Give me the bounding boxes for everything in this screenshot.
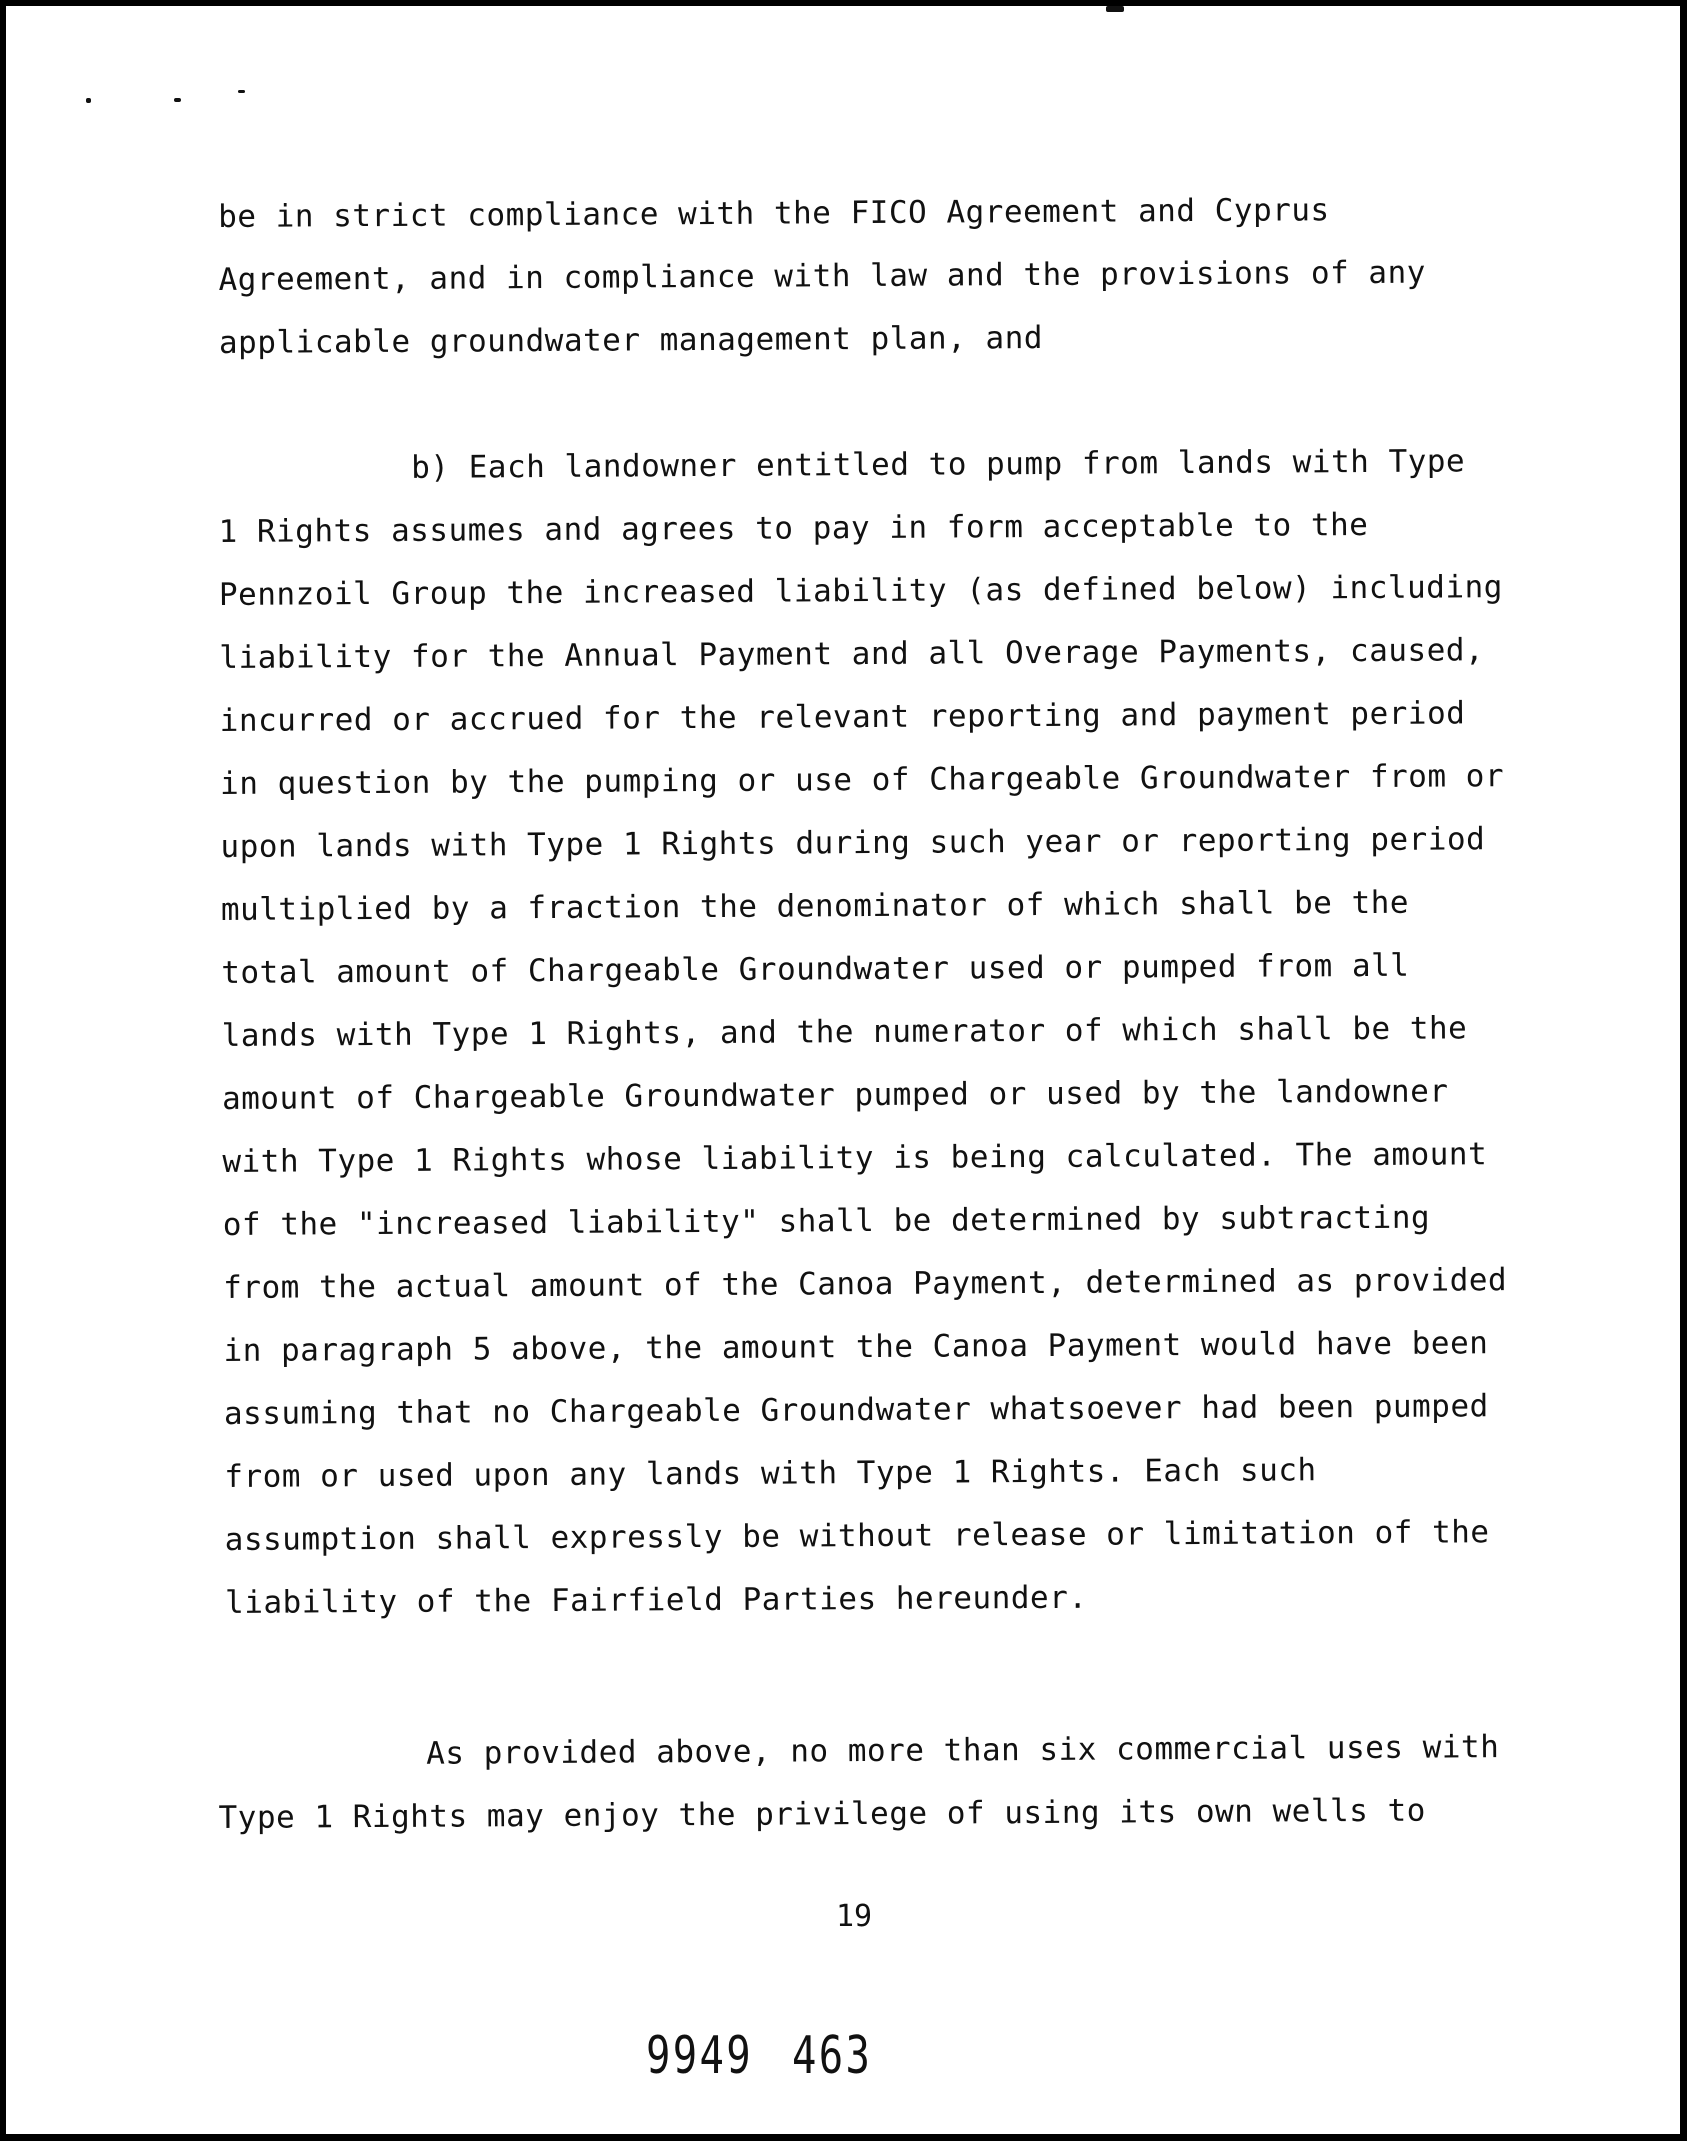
scan-speck — [86, 98, 91, 103]
text-line: Type 1 Rights may enjoy the privilege of using its own wells to — [218, 1792, 1426, 1836]
text-line: 1 Rights assumes and agrees to pay in form acceptable to the — [218, 506, 1369, 550]
text-line: As provided above, no more than six commercial uses with — [426, 1729, 1500, 1772]
scan-speck — [1106, 6, 1124, 12]
text-line: in question by the pumping or use of Chargeable Groundwater from or — [220, 758, 1505, 802]
text-line: liability of the Fairfield Parties hereunder. — [225, 1579, 1088, 1621]
document-id-left: 9949 — [646, 2026, 754, 2086]
text-line: from or used upon any lands with Type 1 Rights. Each such — [224, 1452, 1317, 1495]
text-line: applicable groundwater management plan, and — [218, 319, 1044, 361]
scan-speck — [238, 90, 245, 93]
paragraph-3 — [218, 1716, 1500, 1850]
text-line: liability for the Annual Payment and all Overage Payments, caused, — [219, 632, 1485, 676]
document-id-stamp — [646, 2026, 872, 2086]
document-page — [6, 6, 1680, 2134]
text-line: upon lands with Type 1 Rights during such year or reporting period — [220, 821, 1486, 865]
paragraph-2 — [218, 430, 1508, 1635]
text-line — [218, 178, 1488, 249]
text-line: incurred or accrued for the relevant reporting and payment period — [219, 695, 1466, 739]
text-line: multiplied by a fraction the denominator of which shall be the — [220, 884, 1410, 928]
text-line-content: be in strict compliance with the FICO Agreement and Cyprus — [218, 192, 1330, 235]
text-line: Agreement, and in compliance with law and the provisions of any — [218, 254, 1426, 298]
scan-speck — [174, 98, 181, 102]
text-line: with Type 1 Rights whose liability is being calculated. The amount — [222, 1136, 1488, 1180]
text-line: lands with Type 1 Rights, and the numerator of which shall be the — [221, 1010, 1468, 1054]
text-line: from the actual amount of the Canoa Payment, determined as provided — [223, 1262, 1508, 1306]
text-line: of the "increased liability" shall be determined by subtracting — [222, 1199, 1431, 1243]
text-line: Pennzoil Group the increased liability (as defined below) including — [218, 569, 1504, 613]
text-line: assuming that no Chargeable Groundwater whatsoever had been pumped — [223, 1388, 1489, 1432]
text-line: total amount of Chargeable Groundwater used or pumped from all — [221, 947, 1410, 991]
text-line: assumption shall expressly be without release or limitation of the — [224, 1514, 1490, 1558]
text-line: b) Each landowner entitled to pump from lands with Type — [411, 443, 1466, 486]
text-line: amount of Chargeable Groundwater pumped or used by the landowner — [221, 1073, 1449, 1117]
paragraph-1 — [218, 178, 1489, 375]
text-line: in paragraph 5 above, the amount the Canoa Payment would have been — [223, 1325, 1489, 1369]
document-id-right: 463 — [792, 2026, 873, 2086]
page-number: 19 — [835, 1899, 873, 1934]
